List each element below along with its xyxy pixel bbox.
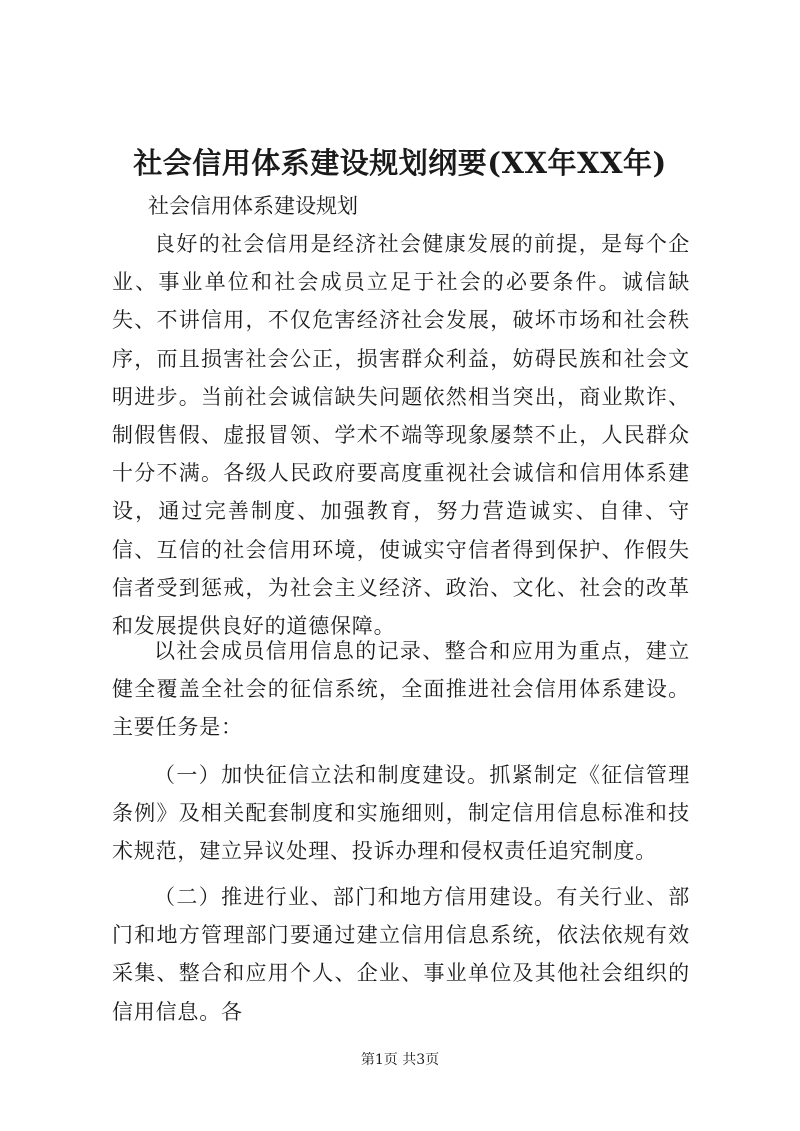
paragraph-block bbox=[112, 878, 690, 1031]
paragraph-block bbox=[112, 225, 690, 645]
paragraph: （一）加快征信立法和制度建设。抓紧制定《征信管理条例》及相关配套制度和实施细则，制定信用信息标准和技术规范，建立异议处理、投诉办理和侵权责任追究制度。 bbox=[112, 763, 690, 864]
paragraph: 以社会成员信用信息的记录、整合和应用为重点，建立健全覆盖全社会的征信系统，全面推进社会信用体系建设。主要任务是： bbox=[112, 639, 690, 740]
paragraph-block bbox=[112, 756, 690, 871]
document-subtitle: 社会信用体系建设规划 bbox=[148, 194, 358, 218]
paragraph-block bbox=[112, 632, 690, 747]
paragraph: 良好的社会信用是经济社会健康发展的前提，是每个企业、事业单位和社会成员立足于社会的必要条件。诚信缺失、不讲信用，不仅危害经济社会发展，破坏市场和社会秩序，而且损害社会公正，损害群众利益，妨碍民族和社会文明进步。当前社会诚信缺失问题依然相当突出，商业欺诈、制假售假、虚报冒领、学术不端等现象屡禁不止，人民群众十分不满。各级人民政府要高度重视社会诚信和信用体系建设，通过完善制度、加强教育，努力营造诚实、自律、守信、互信的社会信用环境，使诚实守信者得到保护、作假失信者受到惩戒，为社会主义经济、政治、文化、社会的改革和发展提供良好的道德保障。 bbox=[112, 232, 690, 639]
document-title: 社会信用体系建设规划纲要(XX年XX年) bbox=[133, 146, 667, 180]
page-footer: 第1页 共3页 bbox=[360, 1052, 440, 1068]
paragraph: （二）推进行业、部门和地方信用建设。有关行业、部门和地方管理部门要通过建立信用信息系统，依法依规有效采集、整合和应用个人、企业、事业单位及其他社会组织的信用信息。各 bbox=[112, 885, 690, 1024]
